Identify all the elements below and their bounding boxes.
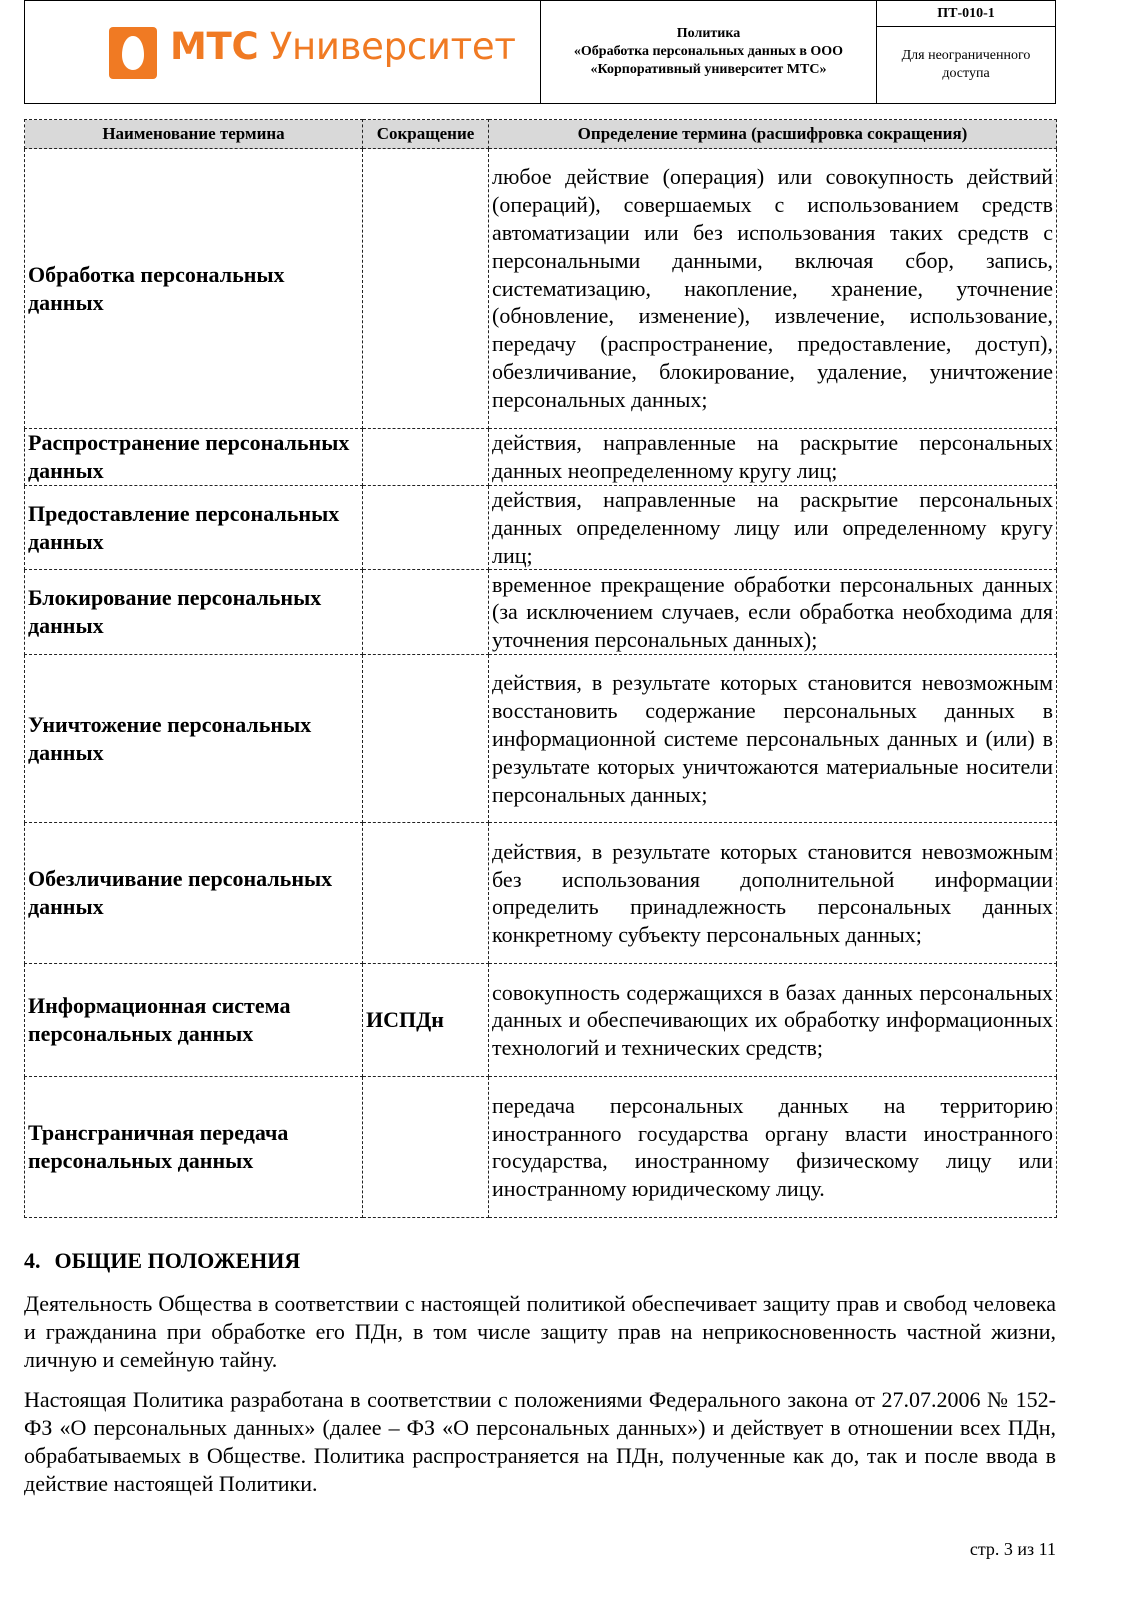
definition-cell: передача персональных данных на территорию иностранного государства органу власти иностранного государства, иностранному физическому лицу или иностранному юридическому лицу.	[489, 1077, 1057, 1218]
title-line: «Корпоративный университет МТС»	[590, 62, 827, 77]
definition-cell: действия, направленные на раскрытие персональных данных неопределенному кругу лиц;	[489, 429, 1057, 486]
access-level	[877, 27, 1055, 103]
term-cell: Уничтожение персональных данных	[25, 655, 363, 823]
section-heading	[24, 1247, 300, 1275]
abbr-cell	[363, 429, 489, 486]
abbr-cell	[363, 570, 489, 655]
title-line: «Обработка персональных данных в ООО	[573, 44, 844, 59]
table-row	[25, 486, 1057, 570]
logo-wordmark: МТС Университет	[170, 25, 516, 68]
definition-cell: любое действие (операция) или совокупность действий (операций), совершаемых с использованием средств автоматизации или без использования таких средств с персональными данными, включая сбор, запись, систематизацию, накопление, хранение, уточнение (обновление, изменение), извлечение, использование, передачу (распространение, предоставление, доступ), обезличивание, блокирование, удаление, уничтожение персональных данных;	[489, 149, 1057, 429]
logo-cell	[25, 1, 541, 103]
terms-table	[24, 119, 1057, 1218]
table-row	[25, 429, 1057, 486]
section-title: ОБЩИЕ ПОЛОЖЕНИЯ	[54, 1248, 301, 1273]
document-header	[24, 0, 1056, 104]
table-row	[25, 655, 1057, 823]
term-cell: Предоставление персональных данных	[25, 486, 363, 570]
table-row	[25, 570, 1057, 655]
mts-egg-logo-icon	[109, 27, 157, 79]
section-number: 4.	[24, 1248, 41, 1273]
document-title	[541, 1, 877, 103]
abbr-cell	[363, 823, 489, 964]
table-row	[25, 964, 1057, 1077]
page-number: стр. 3 из 11	[969, 1539, 1056, 1559]
table-row	[25, 1077, 1057, 1218]
table-header-row	[25, 120, 1057, 149]
definition-cell: совокупность содержащихся в базах данных персональных данных и обеспечивающих их обработку информационных технологий и технических средств;	[489, 964, 1057, 1077]
term-cell: Обезличивание персональных данных	[25, 823, 363, 964]
term-cell: Информационная система персональных данных	[25, 964, 363, 1077]
table-row	[25, 823, 1057, 964]
definition-cell: действия, направленные на раскрытие персональных данных определенному лицу или определенному кругу лиц;	[489, 486, 1057, 570]
term-cell: Распространение персональных данных	[25, 429, 363, 486]
abbr-cell	[363, 149, 489, 429]
term-cell: Трансграничная передача персональных данных	[25, 1077, 363, 1218]
document-code: ПТ-010-1	[877, 1, 1055, 27]
paragraph: Деятельность Общества в соответствии с настоящей политикой обеспечивает защиту прав и свобод человека и гражданина при обработке его ПДн, в том числе защиту прав на неприкосновенность частной жизни, личную и семейную тайну.	[24, 1291, 1056, 1372]
column-header-definition: Определение термина (расшифровка сокращения)	[489, 120, 1057, 149]
term-cell: Обработка персональных данных	[25, 149, 363, 429]
access-line: доступа	[942, 66, 990, 81]
abbr-cell: ИСПДн	[363, 964, 489, 1077]
column-header-term: Наименование термина	[25, 120, 363, 149]
column-header-abbr: Сокращение	[363, 120, 489, 149]
title-line: Политика	[676, 26, 741, 41]
paragraph: Настоящая Политика разработана в соответствии с положениями Федерального закона от 27.07.2006 № 152-ФЗ «О персональных данных» (далее – ФЗ «О персональных данных») и действует в отношении всех ПДн, обрабатываемых в Обществе. Политика распространяется на ПДн, полученные как до, так и после ввода в действие настоящей Политики.	[24, 1387, 1056, 1496]
abbr-cell	[363, 486, 489, 570]
definition-cell: временное прекращение обработки персональных данных (за исключением случаев, если обработка необходима для уточнения персональных данных);	[489, 570, 1057, 655]
abbr-cell	[363, 655, 489, 823]
table-row	[25, 149, 1057, 429]
term-cell: Блокирование персональных данных	[25, 570, 363, 655]
abbr-cell	[363, 1077, 489, 1218]
definition-cell: действия, в результате которых становится невозможным без использования дополнительной информации определить принадлежность персональных данных конкретному субъекту персональных данных;	[489, 823, 1057, 964]
definition-cell: действия, в результате которых становится невозможным восстановить содержание персональных данных в информационной системе персональных данных и (или) в результате которых уничтожаются материальные носители персональных данных;	[489, 655, 1057, 823]
access-line: Для неограниченного	[901, 48, 1031, 63]
